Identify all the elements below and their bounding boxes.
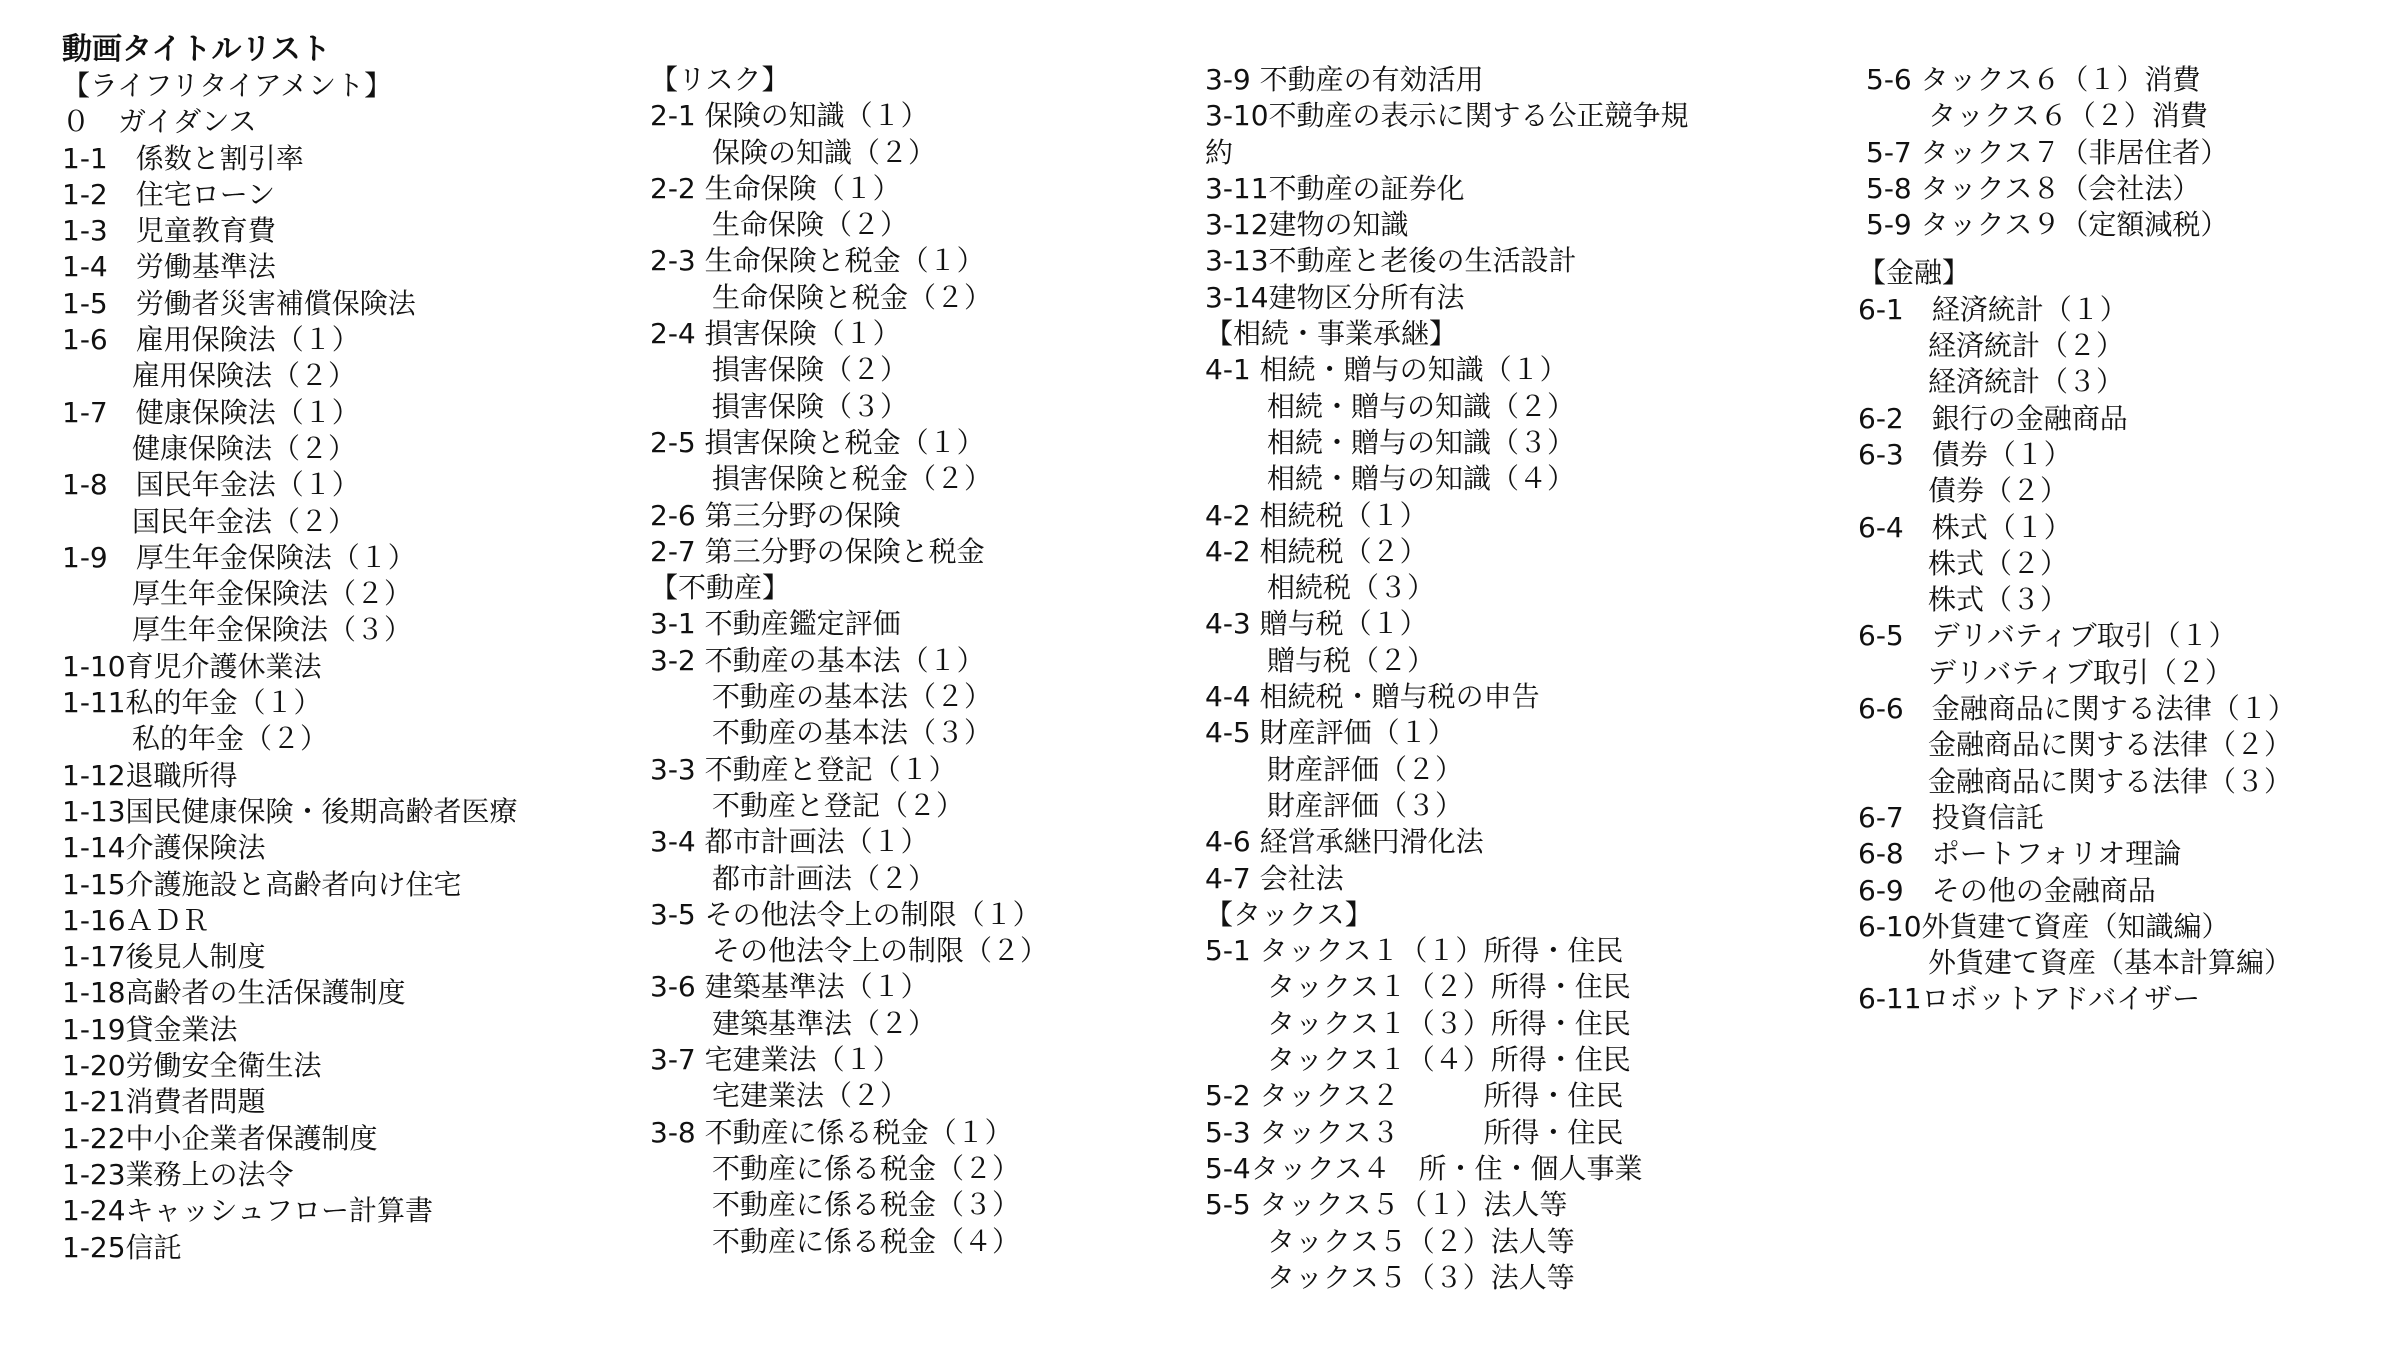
video-title-line: 【金融】 xyxy=(1858,256,1971,290)
video-title-line: 金融商品に関する法律（２） xyxy=(1928,728,2293,762)
video-title-line: 経済統計（３） xyxy=(1928,365,2125,399)
video-title-line: 不動産に係る税金（４） xyxy=(712,1224,1021,1258)
video-title-line: 1-8 国民年金法（１） xyxy=(62,468,360,502)
video-title-line: 1-10育児介護休業法 xyxy=(62,649,322,683)
video-title-line: 6-10外貨建て資産（知識編） xyxy=(1858,909,2230,943)
video-title-line: 5-3 タックス３ 所得・住民 xyxy=(1205,1115,1624,1149)
video-title-line: 【相続・事業承継】 xyxy=(1205,317,1458,351)
video-title-line: 2-3 生命保険と税金（１） xyxy=(650,244,985,278)
video-title-line: 損害保険（２） xyxy=(712,353,909,387)
video-title-line: 不動産と登記（２） xyxy=(712,788,965,822)
video-title-line: 1-23業務上の法令 xyxy=(62,1157,294,1191)
video-title-line: 経済統計（２） xyxy=(1928,329,2125,363)
video-title-line: 2-1 保険の知識（１） xyxy=(650,99,929,133)
column-life-retirement xyxy=(62,68,518,1266)
video-title-line: 2-6 第三分野の保険 xyxy=(650,498,901,532)
video-title-line: 5-4タックス４ 所・住・個人事業 xyxy=(1205,1151,1643,1185)
video-title-line: 3-12建物の知識 xyxy=(1205,208,1409,242)
video-title-line: 厚生年金保険法（２） xyxy=(132,577,413,611)
video-title-line: 【リスク】 xyxy=(650,63,790,96)
video-title-line: 1-21消費者問題 xyxy=(62,1085,266,1119)
video-title-line: 1-7 健康保険法（１） xyxy=(62,395,360,429)
video-title-line: 財産評価（２） xyxy=(1267,752,1464,786)
video-title-line: 1-16ＡＤＲ xyxy=(62,903,210,937)
video-title-line: タックス５（２）法人等 xyxy=(1267,1224,1575,1258)
video-title-line: タックス１（２）所得・住民 xyxy=(1267,970,1631,1004)
video-title-line: 3-2 不動産の基本法（１） xyxy=(650,643,985,677)
video-title-line: その他法令上の制限（２） xyxy=(712,934,1049,968)
video-title-line: 3-4 都市計画法（１） xyxy=(650,825,929,859)
video-title-line: 相続・贈与の知識（３） xyxy=(1267,425,1576,459)
video-title-line: 3-3 不動産と登記（１） xyxy=(650,752,957,786)
video-title-line: 1-4 労働基準法 xyxy=(62,250,276,284)
video-title-line: 3-9 不動産の有効活用 xyxy=(1205,63,1484,96)
video-title-line: 4-3 贈与税（１） xyxy=(1205,607,1428,641)
video-title-line: 1-13国民健康保険・後期高齢者医療 xyxy=(62,794,518,828)
video-title-line: デリバティブ取引（２） xyxy=(1928,655,2233,689)
video-title-line: 6-11ロボットアドバイザー xyxy=(1858,982,2201,1016)
video-title-line: 【不動産】 xyxy=(650,571,791,605)
video-title-line: 1-19貸金業法 xyxy=(62,1012,238,1046)
video-title-line: 2-7 第三分野の保険と税金 xyxy=(650,534,985,568)
video-title-line: 1-2 住宅ローン xyxy=(62,177,276,211)
video-title-line: 1-9 厚生年金保険法（１） xyxy=(62,540,416,574)
video-title-line: 1-24キャッシュフロー計算書 xyxy=(62,1194,433,1228)
video-title-line: 5-2 タックス２ 所得・住民 xyxy=(1205,1079,1624,1113)
video-title-line: ０ ガイダンス xyxy=(62,105,257,139)
video-title-line: 都市計画法（２） xyxy=(712,861,937,895)
column-real-estate-inheritance-tax xyxy=(1205,62,1689,1296)
video-title-line: 国民年金法（２） xyxy=(132,504,357,538)
video-title-line: 3-13不動産と老後の生活設計 xyxy=(1205,244,1577,278)
video-title-line: 4-5 財産評価（１） xyxy=(1205,716,1456,750)
video-title-line: 1-6 雇用保険法（１） xyxy=(62,323,360,357)
video-title-line: 4-4 相続税・贈与税の申告 xyxy=(1205,680,1540,714)
video-title-line: 健康保険法（２） xyxy=(132,431,357,465)
video-title-line: 5-6 タックス６（１）消費 xyxy=(1866,63,2201,96)
video-title-line: 6-7 投資信託 xyxy=(1858,800,2044,834)
video-title-line: タックス６（２）消費 xyxy=(1928,99,2208,133)
video-title-line: 債券（２） xyxy=(1928,474,2069,508)
video-title-line: タックス１（４）所得・住民 xyxy=(1267,1043,1631,1077)
video-title-line: 不動産に係る税金（２） xyxy=(712,1151,1021,1185)
video-title-line: 2-2 生命保険（１） xyxy=(650,171,901,205)
video-title-line: 5-1 タックス１（１）所得・住民 xyxy=(1205,934,1624,968)
video-title-line: 【タックス】 xyxy=(1205,897,1373,931)
video-title-line: 雇用保険法（２） xyxy=(132,359,357,393)
video-title-line: 4-7 会社法 xyxy=(1205,861,1344,895)
video-title-line: 5-8 タックス８（会社法） xyxy=(1866,171,2201,205)
video-title-line: 6-2 銀行の金融商品 xyxy=(1858,401,2128,435)
video-title-line: 6-8 ポートフォリオ理論 xyxy=(1858,837,2182,871)
video-title-line: 1-5 労働者災害補償保険法 xyxy=(62,286,416,320)
video-title-line: 4-1 相続・贈与の知識（１） xyxy=(1205,353,1568,387)
video-title-line: 1-20労働安全衛生法 xyxy=(62,1049,322,1083)
video-title-line: 財産評価（３） xyxy=(1267,788,1464,822)
video-title-line: 約 xyxy=(1205,135,1234,169)
video-title-line: 1-18高齢者の生活保護制度 xyxy=(62,976,406,1010)
video-title-line: 損害保険と税金（２） xyxy=(712,462,993,496)
video-title-line: 相続税（３） xyxy=(1267,571,1436,605)
video-title-line: 3-1 不動産鑑定評価 xyxy=(650,607,901,641)
video-title-line: 不動産の基本法（２） xyxy=(712,680,993,714)
video-title-line: 生命保険（２） xyxy=(712,208,909,242)
column-risk-real-estate xyxy=(650,62,1048,1260)
video-title-line: 2-5 損害保険と税金（１） xyxy=(650,425,985,459)
video-title-line: 5-5 タックス５（１）法人等 xyxy=(1205,1188,1568,1222)
video-title-line: 厚生年金保険法（３） xyxy=(132,613,413,647)
video-title-line: 保険の知識（２） xyxy=(712,135,937,169)
video-title-line: 株式（３） xyxy=(1928,583,2069,617)
video-title-line: 贈与税（２） xyxy=(1267,643,1436,677)
page-title: 動画タイトルリスト xyxy=(62,32,331,67)
video-title-line: タックス１（３）所得・住民 xyxy=(1267,1006,1631,1040)
video-title-line: 1-17後見人制度 xyxy=(62,940,266,974)
video-title-line: 不動産の基本法（３） xyxy=(712,716,993,750)
video-title-line: 外貨建て資産（基本計算編） xyxy=(1928,946,2293,980)
video-title-line: 1-22中小企業者保護制度 xyxy=(62,1121,378,1155)
video-title-line: 株式（２） xyxy=(1928,546,2069,580)
video-title-line: 金融商品に関する法律（３） xyxy=(1928,764,2293,798)
video-title-line: 6-9 その他の金融商品 xyxy=(1858,873,2156,907)
video-title-line: 1-12退職所得 xyxy=(62,758,238,792)
video-title-line: 1-1 係数と割引率 xyxy=(62,141,304,175)
video-title-line: 3-14建物区分所有法 xyxy=(1205,280,1465,314)
video-title-line: 1-11私的年金（１） xyxy=(62,686,322,720)
video-title-line: 4-2 相続税（１） xyxy=(1205,498,1428,532)
video-title-line: 宅建業法（２） xyxy=(712,1079,909,1113)
video-title-line: タックス５（３）法人等 xyxy=(1267,1260,1575,1294)
video-title-line: 私的年金（２） xyxy=(132,722,329,756)
video-title-line: 3-8 不動産に係る税金（１） xyxy=(650,1115,1013,1149)
video-title-line: 5-9 タックス９（定額減税） xyxy=(1866,208,2229,242)
video-title-line: 6-1 経済統計（１） xyxy=(1858,292,2128,326)
video-title-line: 4-2 相続税（２） xyxy=(1205,534,1428,568)
video-title-line: 6-6 金融商品に関する法律（１） xyxy=(1858,692,2296,726)
video-title-line: 4-6 経営承継円滑化法 xyxy=(1205,825,1484,859)
video-title-line: 3-5 その他法令上の制限（１） xyxy=(650,897,1041,931)
column-tax-finance xyxy=(1858,62,2296,1018)
video-title-line: 6-4 株式（１） xyxy=(1858,510,2072,544)
video-title-line: 5-7 タックス７（非居住者） xyxy=(1866,135,2229,169)
video-title-line: 相続・贈与の知識（２） xyxy=(1267,389,1576,423)
video-title-line: 3-10不動産の表示に関する公正競争規 xyxy=(1205,99,1689,133)
video-title-line: 3-7 宅建業法（１） xyxy=(650,1043,901,1077)
video-title-line: 相続・贈与の知識（４） xyxy=(1267,462,1576,496)
video-title-line: 3-6 建築基準法（１） xyxy=(650,970,929,1004)
video-title-line: 6-3 債券（１） xyxy=(1858,437,2072,471)
video-title-line: 1-14介護保険法 xyxy=(62,831,266,865)
video-title-line: 2-4 損害保険（１） xyxy=(650,317,901,351)
video-title-line: 建築基準法（２） xyxy=(712,1006,937,1040)
video-title-line: 3-11不動産の証券化 xyxy=(1205,171,1465,205)
video-title-line: 生命保険と税金（２） xyxy=(712,280,993,314)
video-title-line: 【ライフリタイアメント】 xyxy=(62,69,393,102)
video-title-line: 1-15介護施設と高齢者向け住宅 xyxy=(62,867,462,901)
video-title-line: 6-5 デリバティブ取引（１） xyxy=(1858,619,2237,653)
video-title-line: 1-3 児童教育費 xyxy=(62,214,276,248)
video-title-line: 1-25信託 xyxy=(62,1230,182,1264)
video-title-line: 損害保険（３） xyxy=(712,389,909,423)
video-title-line: 不動産に係る税金（３） xyxy=(712,1188,1021,1222)
